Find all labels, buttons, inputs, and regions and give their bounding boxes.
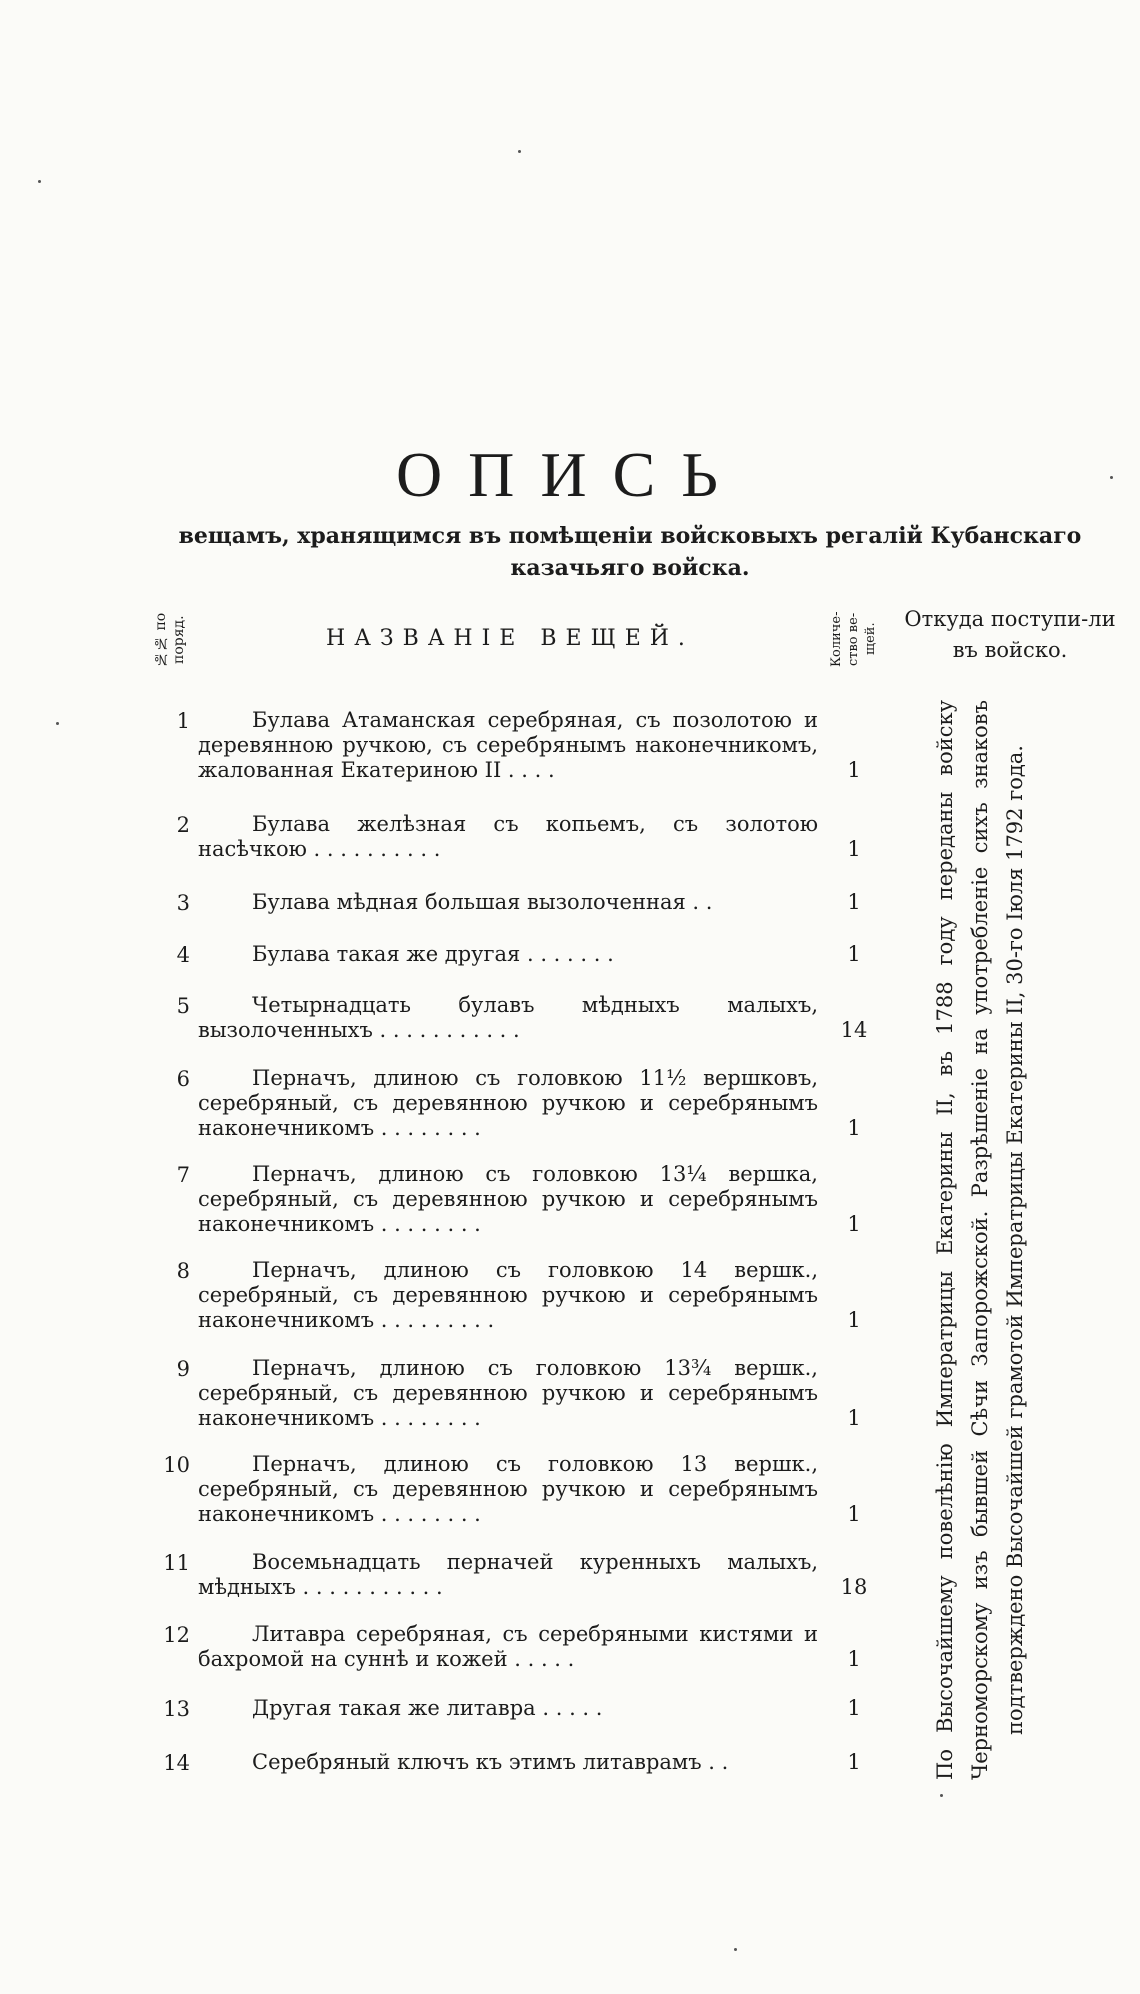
item-quantity: 1 (847, 758, 861, 782)
item-quantity: 1 (847, 1212, 861, 1236)
item-name: Булава такая же другая . . . . . . . (252, 942, 614, 966)
item-number: 13 (163, 1697, 190, 1721)
item-number: 5 (176, 994, 190, 1018)
item-number: 14 (163, 1751, 190, 1775)
print-speck (734, 1948, 737, 1951)
item-name: Другая такая же литавра . . . . . (252, 1696, 603, 1720)
item-quantity: 1 (847, 1647, 861, 1671)
item-quantity: 1 (847, 1308, 861, 1332)
print-speck (940, 1794, 943, 1797)
header-source: Откуда поступи-ли въ войско. (904, 607, 1116, 662)
print-speck (38, 180, 41, 183)
page-title: ОПИСЬ (395, 439, 745, 510)
item-name: Булава желѣзная съ копьемъ, съ золотою насѣчкою . . . . . . . . . . (198, 812, 818, 861)
item-number: 11 (163, 1551, 190, 1575)
source-note: По Высочайшему повелѣнію Императрицы Екатерины II, въ 1788 году переданы войску Черноморскому изъ бывшей Сѣчи Запорожской. Разрѣшеніе на употребленіе сихъ знаковъ подтверждено Высочайшей грамотой Императрицы Екатерины II, 30-го Іюля 1792 года. (933, 700, 1027, 1780)
item-quantity: 1 (847, 837, 861, 861)
item-name: Перначъ, длиною съ головкою 13¾ вершк., серебряный, съ деревянною ручкою и серебрянымъ наконечникомъ . . . . . . . . (198, 1356, 818, 1430)
item-quantity: 1 (847, 890, 861, 914)
item-number: 3 (176, 891, 190, 915)
print-speck (56, 722, 59, 725)
header-quantity: Количе-ство ве-щей. (829, 611, 878, 667)
item-name: Четырнадцать булавъ мѣдныхъ малыхъ, вызолоченныхъ . . . . . . . . . . . (198, 993, 818, 1042)
item-number: 4 (176, 943, 190, 967)
item-name: Булава мѣдная большая вызолоченная . . (252, 890, 713, 914)
item-name: Перначъ, длиною съ головкою 11½ вершковъ, серебряный, съ деревянною ручкою и серебрянымъ наконечникомъ . . . . . . . . (198, 1066, 818, 1140)
item-number: 8 (176, 1259, 190, 1283)
item-quantity: 1 (847, 1750, 861, 1774)
item-quantity: 1 (847, 1406, 861, 1430)
print-speck (518, 150, 521, 153)
item-number: 1 (176, 709, 190, 733)
print-speck (1110, 476, 1113, 479)
item-name: Перначъ, длиною съ головкою 13¼ вершка, серебряный, съ деревянною ручкою и серебрянымъ наконечникомъ . . . . . . . . (198, 1162, 818, 1236)
item-number: 9 (176, 1357, 190, 1381)
item-name: Булава Атаманская серебряная, съ позолотою и деревянною ручкою, съ серебрянымъ наконечникомъ, жалованная Екатериною II . . . . (198, 708, 818, 782)
item-name: Перначъ, длиною съ головкою 13 вершк., серебряный, съ деревянною ручкою и серебрянымъ наконечникомъ . . . . . . . . (198, 1452, 818, 1526)
page-subtitle: вещамъ, хранящимся въ помѣщеніи войсковыхъ регалій Кубанскаго казачьяго войска. (178, 523, 1082, 581)
item-number: 12 (163, 1623, 190, 1647)
item-name: Восемьнадцать перначей куренныхъ малыхъ, мѣдныхъ . . . . . . . . . . . (198, 1550, 818, 1599)
item-number: 2 (176, 813, 190, 837)
item-number: 7 (176, 1163, 190, 1187)
item-name: Литавра серебряная, съ серебряными кистями и бахромой на суннѣ и кожей . . . . . (198, 1622, 818, 1671)
item-number: 10 (163, 1453, 190, 1477)
item-quantity: 18 (840, 1575, 868, 1599)
item-quantity: 14 (840, 1018, 868, 1042)
item-quantity: 1 (847, 1116, 861, 1140)
item-name: Серебряный ключъ къ этимъ литаврамъ . . (252, 1750, 729, 1774)
item-number: 6 (176, 1067, 190, 1091)
header-number: №№ по поряд. (153, 612, 187, 668)
item-quantity: 1 (847, 1696, 861, 1720)
item-name: Перначъ, длиною съ головкою 14 вершк., серебряный, съ деревянною ручкою и серебрянымъ наконечникомъ . . . . . . . . . (198, 1258, 818, 1332)
item-quantity: 1 (847, 942, 861, 966)
header-item-name: НАЗВАНІЕ ВЕЩЕЙ. (326, 626, 694, 651)
item-quantity: 1 (847, 1502, 861, 1526)
source-note-column (928, 700, 1118, 1780)
